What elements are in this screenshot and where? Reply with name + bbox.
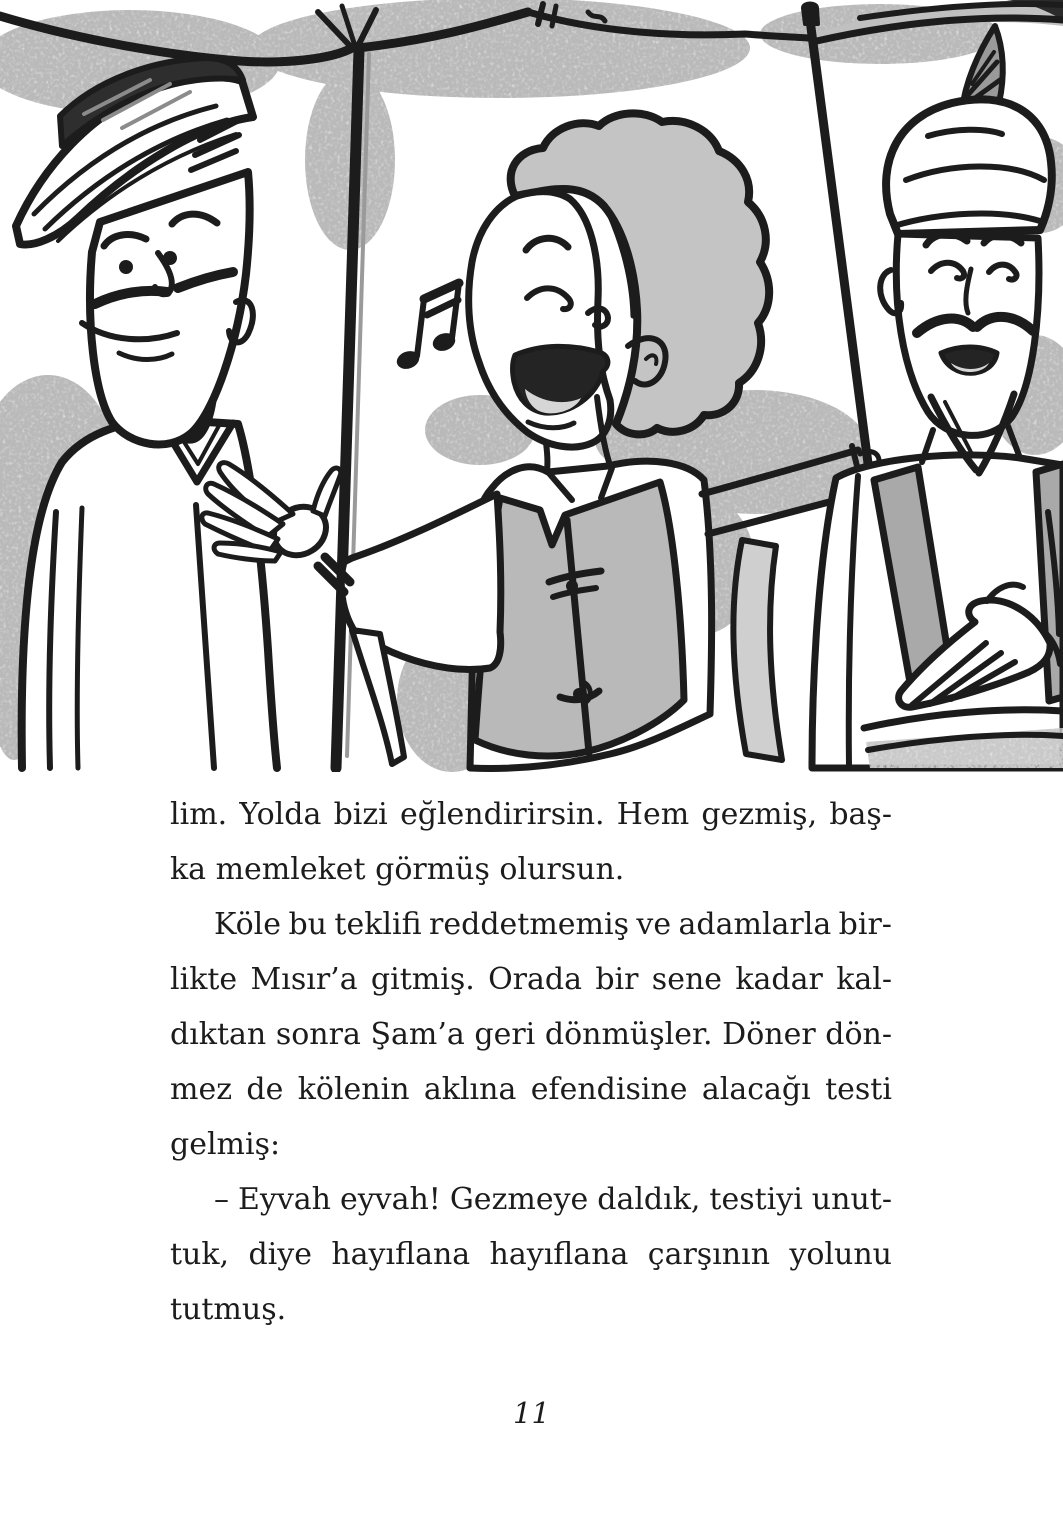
- word: baş-: [829, 797, 892, 832]
- word: Şam’a: [370, 1017, 465, 1052]
- word: mez: [170, 1072, 233, 1107]
- word: çarşının: [647, 1237, 771, 1272]
- word: ve: [636, 907, 672, 942]
- word: Orada: [488, 962, 582, 997]
- word: sene: [651, 962, 723, 997]
- story-line: tutmuş.: [170, 1292, 287, 1327]
- word: Gezmeye: [449, 1182, 589, 1217]
- word: eyvah!: [339, 1182, 441, 1217]
- word: bizi: [333, 797, 388, 832]
- word: tuk,: [170, 1237, 230, 1272]
- word: hayıflana: [489, 1237, 629, 1272]
- word: Eyvah: [237, 1182, 331, 1217]
- word: efendisine: [530, 1072, 688, 1107]
- word: dıktan: [170, 1017, 267, 1052]
- story-line: gelmiş:: [170, 1127, 281, 1162]
- word: yolunu: [789, 1237, 892, 1272]
- story-line: [170, 897, 892, 952]
- story-line: [170, 952, 892, 1007]
- word: diye: [248, 1237, 312, 1272]
- story-line: [170, 1227, 892, 1282]
- word: reddetmemiş: [429, 907, 629, 942]
- word: adamlarla: [678, 907, 832, 942]
- word: sonra: [275, 1017, 361, 1052]
- word: Hem: [616, 797, 690, 832]
- story-line: [170, 1062, 892, 1117]
- word: Döner: [722, 1017, 816, 1052]
- word: likte: [170, 962, 238, 997]
- music-note-icon: [395, 283, 459, 371]
- word: de: [246, 1072, 284, 1107]
- word: testi: [825, 1072, 892, 1107]
- word: teklifi: [334, 907, 422, 942]
- word: unut-: [811, 1182, 892, 1217]
- word: gitmiş.: [370, 962, 475, 997]
- word: testiyi: [709, 1182, 803, 1217]
- word: –: [214, 1182, 229, 1217]
- word: Yolda: [239, 797, 322, 832]
- word: bir: [595, 962, 639, 997]
- word: hayıflana: [331, 1237, 471, 1272]
- word: alacağı: [701, 1072, 811, 1107]
- word: kölenin: [297, 1072, 410, 1107]
- story-line: [170, 1007, 892, 1062]
- man-with-feathered-turban: [812, 26, 1063, 768]
- word: Mısır’a: [250, 962, 358, 997]
- story-line: [170, 1172, 892, 1227]
- word: dön-: [825, 1017, 892, 1052]
- word: daldık,: [597, 1182, 701, 1217]
- word: geri: [474, 1017, 536, 1052]
- word: eğlendirirsin.: [400, 797, 605, 832]
- word: Köle: [214, 907, 282, 942]
- word: kadar: [735, 962, 823, 997]
- story-line: ka memleket görmüş olursun.: [170, 852, 625, 887]
- word: lim.: [170, 797, 228, 832]
- word: bu: [288, 907, 327, 942]
- story-line: [170, 787, 892, 842]
- story-text: [170, 787, 892, 1337]
- word: dönmüşler.: [544, 1017, 713, 1052]
- word: kal-: [836, 962, 892, 997]
- word: aklına: [423, 1072, 517, 1107]
- word: bir-: [838, 907, 892, 942]
- page-number: 11: [513, 1396, 550, 1430]
- word: gezmiş,: [701, 797, 818, 832]
